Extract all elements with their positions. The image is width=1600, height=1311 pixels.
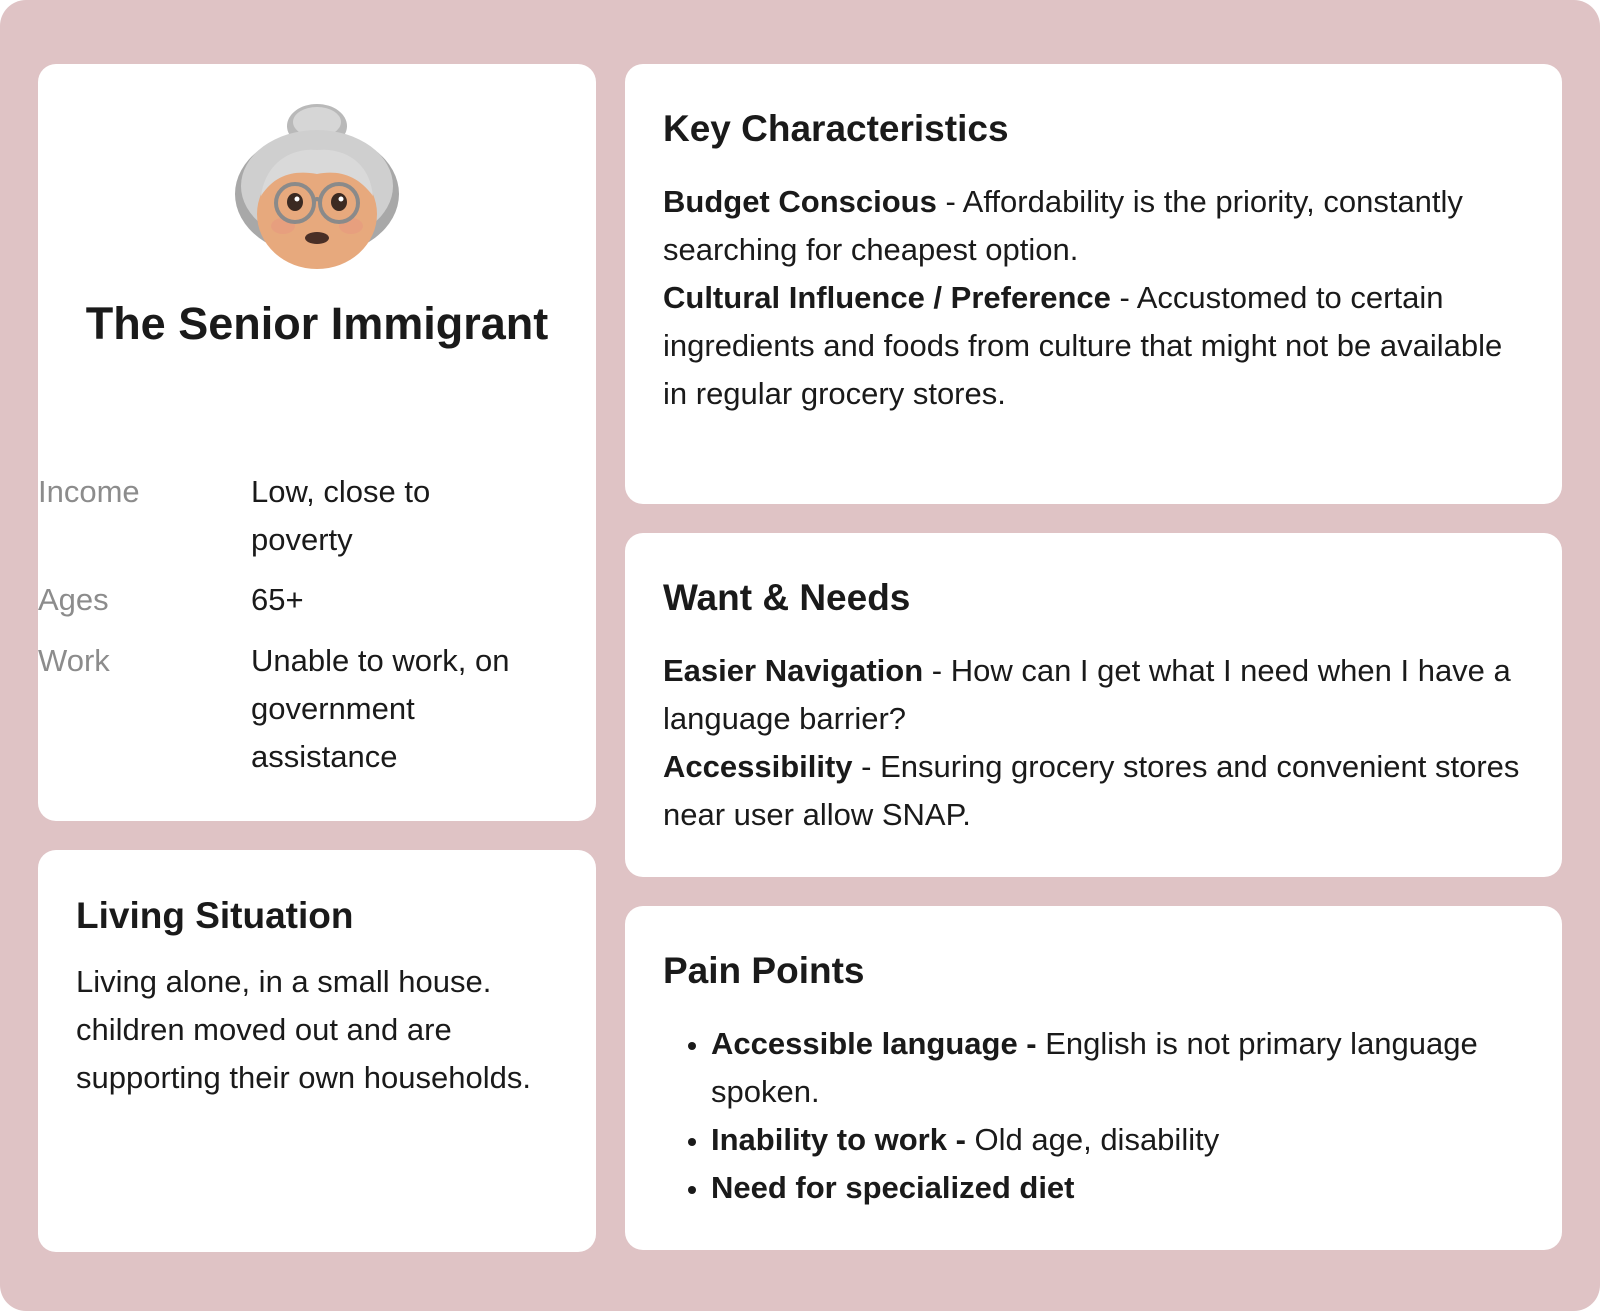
pain-point-description: English is not primary language spoken.	[711, 1026, 1478, 1109]
attribute-value: Unable to work, on government assistance	[251, 643, 510, 774]
pain-point-item	[711, 1164, 1543, 1212]
pain-points-list	[663, 1020, 1543, 1212]
characteristic-description: - Affordability is the priority, constantly searching for cheapest option.	[663, 184, 1463, 267]
pain-points-title: Pain Points	[663, 950, 865, 991]
pain-point-term: Need for specialized diet	[711, 1170, 1075, 1205]
key-characteristics-list	[663, 178, 1533, 418]
attribute-label: Ages	[38, 582, 109, 617]
need-term: Easier Navigation	[663, 653, 924, 688]
older-woman-icon	[233, 104, 401, 270]
wants-needs-list	[663, 647, 1533, 839]
pain-point-term: Accessible language -	[711, 1026, 1046, 1061]
attribute-value: Low, close to poverty	[251, 474, 431, 557]
persona-name: The Senior Immigrant	[85, 298, 549, 349]
need-item	[663, 743, 1533, 839]
wants-needs-title: Want & Needs	[663, 577, 911, 618]
living-situation-title: Living Situation	[76, 895, 354, 936]
attribute-label: Work	[38, 643, 110, 678]
living-situation-text: Living alone, in a small house. children moved out and are supporting their own households.	[76, 964, 531, 1095]
need-term: Accessibility	[663, 749, 853, 784]
pain-point-term: Inability to work -	[711, 1122, 975, 1157]
characteristic-item	[663, 274, 1533, 418]
characteristic-item	[663, 178, 1533, 274]
need-item	[663, 647, 1533, 743]
characteristic-term: Cultural Influence / Preference	[663, 280, 1111, 315]
characteristic-description: - Accustomed to certain ingredients and foods from culture that might not be available in regular grocery stores.	[663, 280, 1503, 411]
characteristic-term: Budget Conscious	[663, 184, 937, 219]
pain-point-description: Old age, disability	[974, 1122, 1220, 1157]
need-description: - Ensuring grocery stores and convenient stores near user allow SNAP.	[663, 749, 1520, 832]
key-characteristics-title: Key Characteristics	[663, 108, 1009, 149]
pain-point-item	[711, 1020, 1543, 1116]
attribute-value: 65+	[251, 582, 304, 617]
attribute-label: Income	[38, 474, 140, 509]
need-description: - How can I get what I need when I have a language barrier?	[663, 653, 1511, 736]
pain-point-item	[711, 1116, 1543, 1164]
